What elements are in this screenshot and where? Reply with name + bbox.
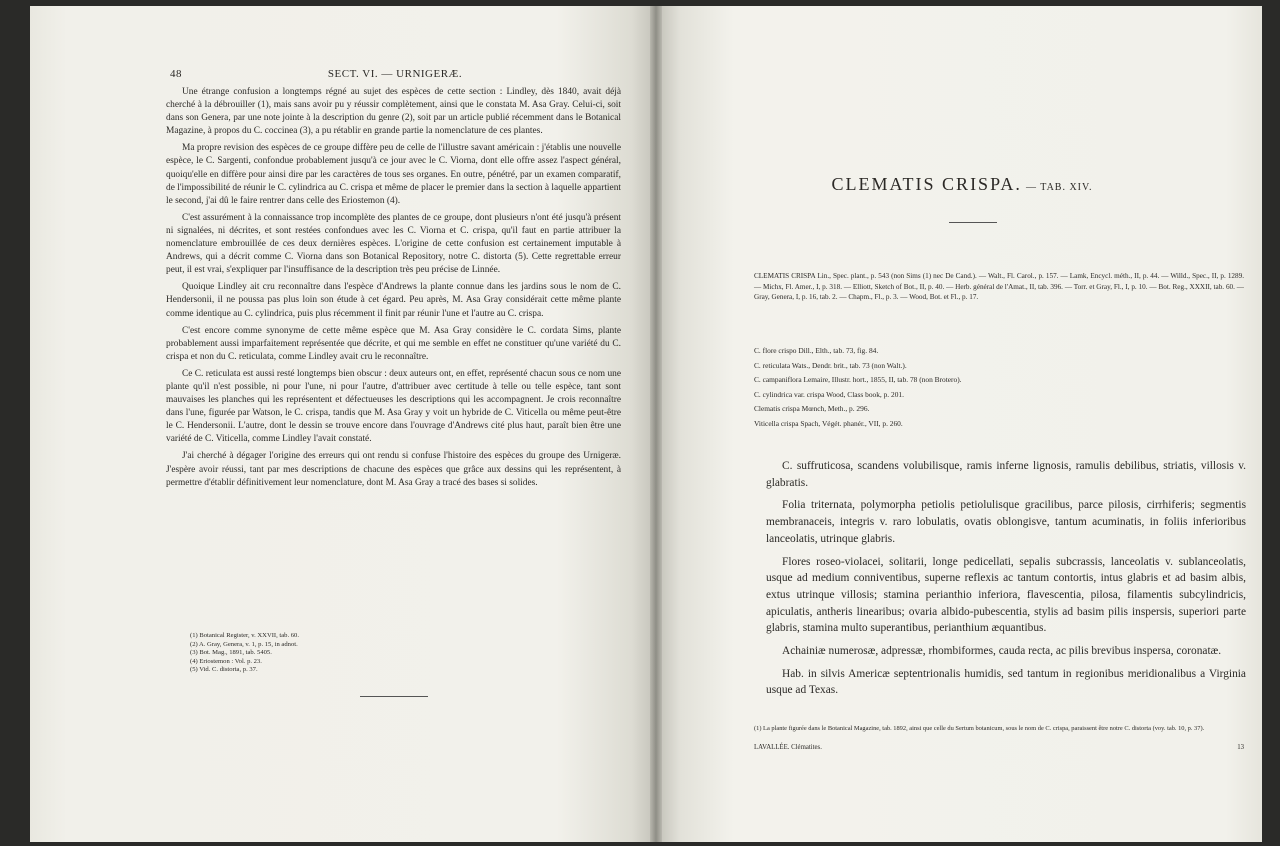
footnote: (3) Bot. Mag., 1891, tab. 5405.: [190, 649, 272, 657]
footnote: (1) La plante figurée dans le Botanical Magazine, tab. 1892, ainsi que celle du Sertum botanicum, sous le nom de C. crispa, paraissent être notre C. distorta (voy. tab. 10, p. 37).: [754, 725, 1205, 732]
species-title: CLEMATIS CRISPA.: [831, 174, 1022, 194]
paragraph: C'est encore comme synonyme de cette même espèce que M. Asa Gray considère le C. cordata Sims, plante probablement aussi imparfaitement représentée que décrite, et qui me semble en effet ne constituer qu'une variété du C. crispa et non du C. reticulata, comme Lindley avait cru le reconnaître.: [166, 325, 621, 362]
end-rule: [360, 696, 428, 697]
synonym-item: C. flore crispo Dill., Elth., tab. 73, fig. 84.: [754, 346, 879, 355]
paragraph: Une étrange confusion a longtemps régné au sujet des espèces de cette section : Lindley, dès 1840, avait déjà cherché à la débrouiller (1), mais sans avoir pu y réussir complètement, ainsi que le constata M. Asa Gray. Celui-ci, soit dans son Genera, par une note jointe à la description du genre (2), soit par un article publié récemment dans le Botanical Magazine, à propos du C. coccinea (3), a pu rétablir en grande partie la nomenclature de ces plantes.: [166, 87, 621, 137]
description-paragraph: C. suffruticosa, scandens volubilisque, ramis inferne lignosis, ramulis debilibus, striatis, villosis v. glabratis.: [766, 460, 1246, 489]
synonym-item: C. reticulata Wats., Dendr. brit., tab. 73 (non Walt.).: [754, 360, 907, 370]
paragraph: Ma propre revision des espèces de ce groupe diffère peu de celle de l'illustre savant américain : j'établis une nouvelle espèce, le C. Sargenti, confondue probablement jusqu'à ce jour avec le C. Viorna, dont elle offre assez l'aspect général, quoiqu'elle en diffère pour ainsi dire par les caractères de tous ses organes. En outre, pénétré, par un examen comparatif, de l'impossibilité de réunir le C. cylindrica au C. crispa et même de placer le premier dans la section à laquelle appartient le second, j'ai dû le faire rentrer dans celle des Eriostemon (4).: [166, 143, 621, 206]
synonym-item: C. campaniflora Lemaire, Illustr. hort., 1855, II, tab. 78 (non Brotero).: [754, 375, 962, 385]
paragraph: C'est assurément à la connaissance trop incomplète des plantes de ce groupe, dont plusieurs n'ont été jusqu'à présent ni signalées, ni décrites, et sont restées confondues avec les C. Viorna et C. crispa, qu'il faut en partie attribuer la nomenclature embrouillée de ces deux dernières espèces. L'origine de cette confusion est certainement imputable à Andrews, qui a décrit comme C. Viorna dans son Botanical Repository, notre C. distorta (5). Cette regrettable erreur peut, il est vrai, s'expliquer par l'insuffisance de la description très peu précise de Linnée.: [166, 212, 621, 276]
paragraph: Ce C. reticulata est aussi resté longtemps bien obscur : deux auteurs ont, en effet, représenté chacun sous ce nom une plante qu'il n'est possible, ni pour l'une, ni pour l'autre, d'attribuer avec certitude à telle ou telle espèce, tant sont mauvaises les planches qui les représentent et défectueuses les descriptions qui les accompagnent. Je crois reconnaître dans l'une, figurée par Watson, le C. crispa, tandis que M. Asa Gray y voit un hybride de C. Viticella ou même peut-être le C. Hendersonii. L'autre, dont le dessin se trouve encore dans l'ouvrage d'Andrews cité plus haut, paraît bien être une variété de C. Viticella, comme Lindley l'avait constaté.: [166, 368, 621, 445]
body-text: [166, 86, 621, 494]
signature-text: LAVALLÉE. Clématites.: [754, 744, 822, 751]
description-paragraph: Folia triternata, polymorpha petiolis petiolulisque gracilibus, parce pilosis, cirrhiferis; segmentis membranaceis, integris v. raro lobulatis, ovatis oblongisve, tantum acuminatis, in foliis inferioribus lanceolatis, utrinque glabris.: [766, 499, 1246, 545]
paragraph: J'ai cherché à dégager l'origine des erreurs qui ont rendu si confuse l'histoire des espèces du groupe des Urnigeræ. J'espère avoir réussi, tant par mes descriptions de chacune des espèces que grâce aux dessins qui les représentent, à permettre d'établir définitivement leur nomenclature, dont M. Asa Gray a tracé des bases si solides.: [166, 451, 621, 488]
left-page: [30, 6, 650, 842]
footnote: (4) Eriostemon : Vol. p. 23.: [190, 657, 262, 665]
footnote: (1) Botanical Register, v. XXVII, tab. 60.: [190, 632, 299, 639]
plate-number: — TAB. XIV.: [1025, 182, 1093, 193]
description-paragraph: Achainiæ numerosæ, adpressæ, rhombiformes, cauda recta, ac pilis brevibus inspersa, coronatæ.: [782, 645, 1222, 658]
open-book-scan: [30, 6, 1262, 842]
latin-description: [766, 458, 1246, 705]
title-rule: [949, 222, 997, 223]
description-paragraph: Hab. in silvis Americæ septentrionalis humidis, sed tantum in regionibus meridionalibus a Virginia usque ad Texas.: [766, 667, 1246, 697]
synonym-item: Clematis crispa Mœnch, Meth., p. 296.: [754, 404, 870, 414]
synonymy-paragraph: CLEMATIS CRISPA Lin., Spec. plant., p. 543 (non Sims (1) nec De Cand.). — Walt., Fl. Carol., p. 157. — Lamk, Encycl. méth., II, p. 44. — Willd., Spec., II, p. 1289. — Michx, Fl. Amer., I, p. 318. — Elliott, Sketch of Bot., II, p. 40. — Herb. général de l'Amat., II, tab. 396. — Torr. et Gray, Fl., I, p. 10. — Bot. Reg., XXXII, tab. 60. — Gray, Genera, I, p. 16, tab. 2. — Chapm., Fl., p. 3. — Wood, Bot. et Fl., p. 17.: [754, 272, 1244, 302]
footnote: (5) Vid. C. distorta, p. 37.: [190, 666, 258, 674]
synonym-list: [754, 344, 1194, 432]
page-signature: [754, 744, 1244, 751]
page-number: 48: [170, 68, 182, 80]
plate-title: [662, 174, 1262, 195]
section-title: SECT. VI. — URNIGERÆ.: [327, 68, 463, 80]
paragraph: Quoique Lindley ait cru reconnaître dans l'espèce d'Andrews la plante connue dans les jardins sous le nom de C. Hendersonii, il ne poussa pas plus loin son étude à cet égard. Peu après, M. Asa Gray considérait cette même plante comme identique au C. cylindrica, puis plus récemment il finit par réunir l'une et l'autre au C. crispa.: [166, 282, 621, 319]
description-paragraph: Flores roseo-violacei, solitarii, longe pedicellati, sepalis subcrassis, lanceolatis v. sublanceolatis, usque ad medium conniventibus, superne reflexis ac tantum contortis, intus glabris et ad basim albis, extus utrinque villosis; stamina perianthio inferiora, flavescentia, pilosa, filamentis subcylindricis, apiculatis, antheris linearibus; ovaria albido-pubescentia, stylis ad basim pilis inspersis, superiori parte glabris, stamina multo superantibus, perianthium æquantibus.: [766, 555, 1246, 635]
right-page: [662, 6, 1262, 842]
synonym-item: C. cylindrica var. crispa Wood, Class book, p. 201.: [754, 389, 904, 399]
footnote: (2) A. Gray, Genera, v. 1, p. 15, in adnot.: [190, 640, 298, 648]
book-gutter: [650, 6, 662, 842]
signature-mark: 13: [1237, 744, 1244, 751]
footnotes: [190, 632, 610, 675]
synonym-item: Viticella crispa Spach, Végét. phanér., VII, p. 260.: [754, 418, 903, 428]
